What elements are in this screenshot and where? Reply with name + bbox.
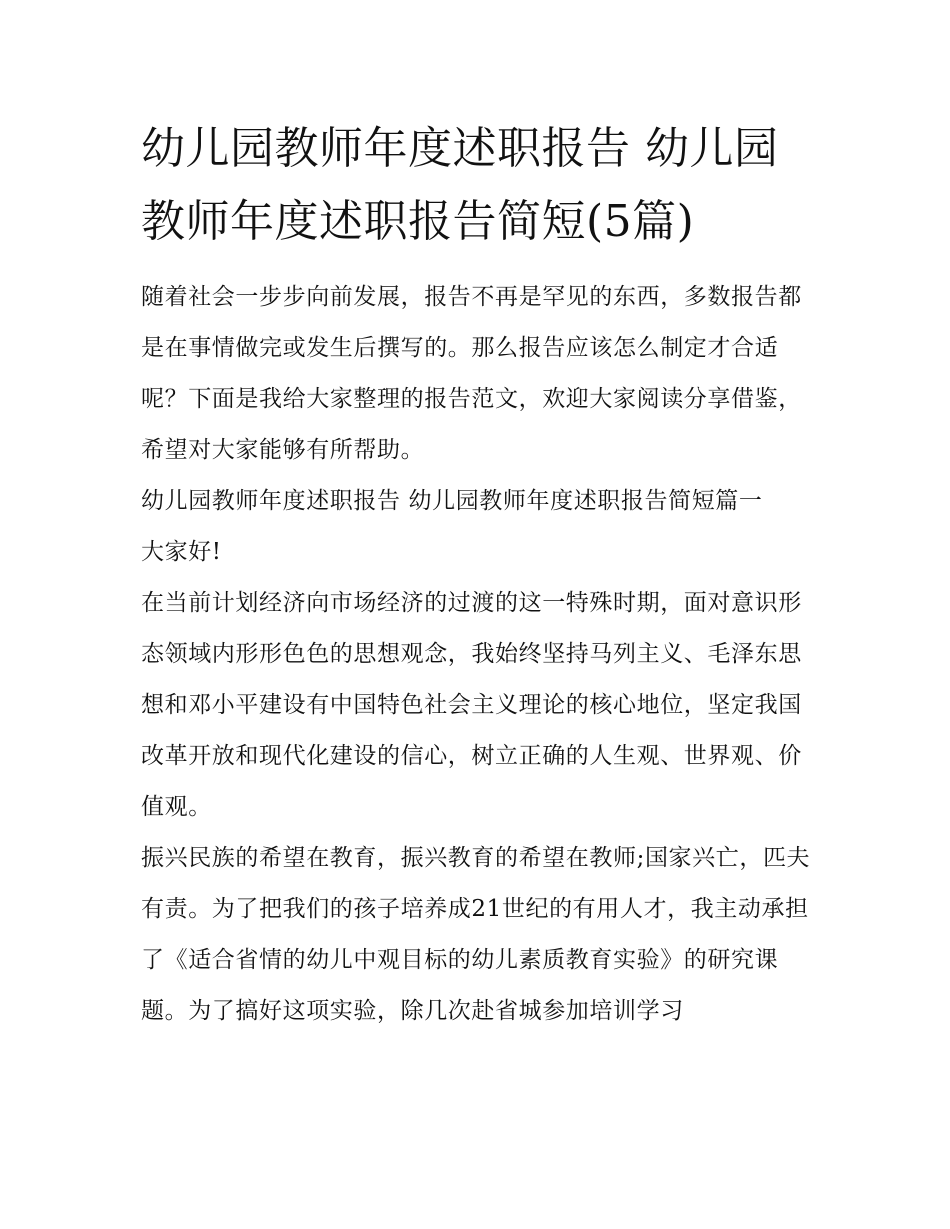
paragraph-greeting: 大家好!: [141, 539, 222, 565]
section-heading: 幼儿园教师年度述职报告 幼儿园教师年度述职报告简短篇一: [141, 488, 763, 514]
document-page: [141, 112, 813, 1037]
paragraph-education: 振兴民族的希望在教育，振兴教育的希望在教师;国家兴亡，匹夫有责。为了把我们的孩子培养成21世纪的有用人才，我主动承担了《适合省情的幼儿中观目标的幼儿素质教育实验》的研究课题。为了搞好这项实验，除几次赴省城参加培训学习: [141, 845, 811, 1024]
paragraph-ideology: 在当前计划经济向市场经济的过渡的这一特殊时期，面对意识形态领域内形形色色的思想观念，我始终坚持马列主义、毛泽东思想和邓小平建设有中国特色社会主义理论的核心地位，坚定我国改革开放和现代化建设的信心，树立正确的人生观、世界观、价值观。: [141, 590, 802, 820]
paragraph-intro: 随着社会一步步向前发展，报告不再是罕见的东西，多数报告都是在事情做完或发生后撰写的。那么报告应该怎么制定才合适呢？下面是我给大家整理的报告范文，欢迎大家阅读分享借鉴，希望对大家能够有所帮助。: [141, 284, 802, 463]
document-title: 幼儿园教师年度述职报告 幼儿园教师年度述职报告简短(5篇): [141, 123, 779, 247]
